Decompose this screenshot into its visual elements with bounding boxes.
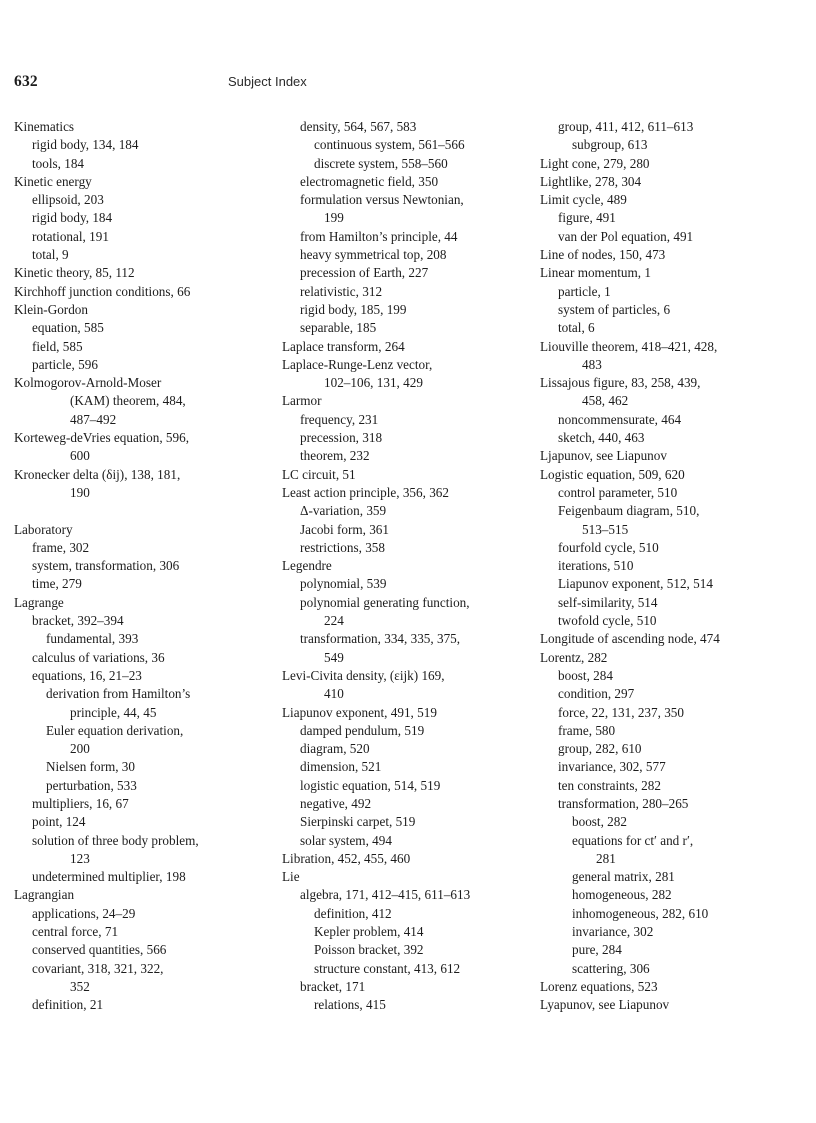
index-subentry: time, 279	[32, 576, 82, 592]
index-subentry: solution of three body problem,	[32, 832, 199, 848]
index-subentry: rotational, 191	[32, 228, 109, 244]
index-subentry: fourfold cycle, 510	[558, 539, 659, 555]
index-subentry: homogeneous, 282	[572, 887, 672, 903]
index-subentry: particle, 1	[558, 283, 611, 299]
index-main-entry: Laplace-Runge-Lenz vector,	[282, 356, 433, 372]
index-subentry: field, 585	[32, 338, 83, 354]
index-subentry: particle, 596	[32, 356, 98, 372]
index-subentry: transformation, 280–265	[558, 795, 689, 811]
page-header	[0, 73, 816, 97]
index-subentry: relations, 415	[314, 997, 386, 1013]
index-subentry: 190	[70, 484, 90, 500]
index-subentry: total, 9	[32, 247, 69, 263]
index-subentry: equation, 585	[32, 320, 104, 336]
index-subentry: (KAM) theorem, 484,	[70, 393, 186, 409]
index-main-entry: Lie	[282, 869, 300, 885]
index-subentry: multipliers, 16, 67	[32, 795, 129, 811]
index-subentry: 224	[324, 613, 344, 629]
index-main-entry: Light cone, 279, 280	[540, 155, 650, 171]
index-subentry: rigid body, 184	[32, 210, 113, 226]
index-subentry: frequency, 231	[300, 411, 379, 427]
index-main-entry: Lorenz equations, 523	[540, 978, 658, 994]
index-main-entry: Kirchhoff junction conditions, 66	[14, 283, 191, 299]
running-head: Subject Index	[228, 74, 307, 89]
index-subentry: 483	[582, 356, 602, 372]
index-main-entry: Laplace transform, 264	[282, 338, 405, 354]
index-subentry: algebra, 171, 412–415, 611–613	[300, 887, 471, 903]
index-subentry: precession, 318	[300, 430, 383, 446]
index-subentry: transformation, 334, 335, 375,	[300, 631, 461, 647]
index-subentry: polynomial, 539	[300, 576, 387, 592]
index-subentry: Sierpinski carpet, 519	[300, 814, 416, 830]
index-subentry: boost, 282	[572, 814, 627, 830]
index-subentry: derivation from Hamilton’s	[46, 686, 191, 702]
index-subentry: equations, 16, 21–23	[32, 667, 142, 683]
index-subentry: scattering, 306	[572, 960, 650, 976]
index-main-entry: Lissajous figure, 83, 258, 439,	[540, 375, 701, 391]
index-subentry: 281	[596, 850, 616, 866]
index-subentry: damped pendulum, 519	[300, 722, 425, 738]
index-subentry: separable, 185	[300, 320, 377, 336]
index-main-entry: Levi-Civita density, (εijk) 169,	[282, 667, 445, 683]
index-subentry: Jacobi form, 361	[300, 521, 389, 537]
index-subentry: electromagnetic field, 350	[300, 173, 439, 189]
index-subentry: fundamental, 393	[46, 631, 139, 647]
index-subentry: inhomogeneous, 282, 610	[572, 905, 709, 921]
index-main-entry: Kinetic theory, 85, 112	[14, 265, 135, 281]
index-subentry: Liapunov exponent, 512, 514	[558, 576, 713, 592]
index-main-entry: Linear momentum, 1	[540, 265, 651, 281]
index-subentry: 102–106, 131, 429	[324, 375, 423, 391]
index-subentry: self-similarity, 514	[558, 594, 658, 610]
index-subentry: dimension, 521	[300, 759, 382, 775]
index-main-entry: Line of nodes, 150, 473	[540, 247, 666, 263]
index-main-entry: Korteweg-deVries equation, 596,	[14, 430, 189, 446]
index-subentry: force, 22, 131, 237, 350	[558, 704, 684, 720]
index-main-entry: Kinetic energy	[14, 173, 92, 189]
index-main-entry: Lorentz, 282	[540, 649, 608, 665]
index-subentry: 410	[324, 686, 344, 702]
index-subentry: undetermined multiplier, 198	[32, 869, 186, 885]
index-subentry: 123	[70, 850, 90, 866]
index-subentry: control parameter, 510	[558, 484, 678, 500]
index-subentry: 487–492	[70, 411, 117, 427]
index-subentry: rigid body, 185, 199	[300, 301, 407, 317]
index-subentry: Feigenbaum diagram, 510,	[558, 503, 700, 519]
index-subentry: definition, 412	[314, 905, 392, 921]
index-subentry: rigid body, 134, 184	[32, 137, 139, 153]
index-main-entry: Laboratory	[14, 521, 73, 537]
index-subentry: bracket, 171	[300, 978, 366, 994]
index-main-entry: Longitude of ascending node, 474	[540, 631, 720, 647]
index-subentry: diagram, 520	[300, 741, 370, 757]
index-main-entry: Ljapunov, see Liapunov	[540, 448, 667, 464]
index-subentry: frame, 580	[558, 722, 616, 738]
index-column-3	[540, 118, 805, 1015]
index-main-entry: Lagrange	[14, 594, 64, 610]
index-subentry: noncommensurate, 464	[558, 411, 682, 427]
index-subentry: tools, 184	[32, 155, 85, 171]
index-subentry: system of particles, 6	[558, 301, 671, 317]
index-subentry: group, 411, 412, 611–613	[558, 119, 694, 134]
index-main-entry: Libration, 452, 455, 460	[282, 850, 411, 866]
page-number: 632	[14, 73, 38, 90]
index-subentry: figure, 491	[558, 210, 616, 226]
index-subentry: system, transformation, 306	[32, 558, 180, 574]
index-subentry: ten constraints, 282	[558, 777, 661, 793]
index-subentry: ellipsoid, 203	[32, 192, 104, 208]
index-main-entry: Liouville theorem, 418–421, 428,	[540, 338, 718, 354]
index-main-entry: Kronecker delta (δij), 138, 181,	[14, 466, 181, 482]
index-subentry: Nielsen form, 30	[46, 759, 135, 775]
index-subentry: structure constant, 413, 612	[314, 960, 461, 976]
index-subentry: 199	[324, 210, 344, 226]
index-subentry: 352	[70, 978, 90, 994]
index-subentry: heavy symmetrical top, 208	[300, 247, 447, 263]
index-main-entry: Liapunov exponent, 491, 519	[282, 704, 437, 720]
index-subentry: total, 6	[558, 320, 595, 336]
index-main-entry: Kolmogorov-Arnold-Moser	[14, 375, 162, 391]
index-subentry: perturbation, 533	[46, 777, 137, 793]
index-subentry: twofold cycle, 510	[558, 613, 657, 629]
index-main-entry: Lagrangian	[14, 887, 75, 903]
index-main-entry: Kinematics	[14, 119, 75, 134]
index-subentry: Euler equation derivation,	[46, 722, 184, 738]
index-subentry: general matrix, 281	[572, 869, 675, 885]
index-subentry: bracket, 392–394	[32, 613, 124, 629]
index-subentry: sketch, 440, 463	[558, 430, 645, 446]
index-subentry: 549	[324, 649, 344, 665]
index-subentry: iterations, 510	[558, 558, 634, 574]
index-main-entry: Klein-Gordon	[14, 301, 88, 317]
index-subentry: covariant, 318, 321, 322,	[32, 960, 164, 976]
index-subentry: invariance, 302	[572, 924, 654, 940]
index-subentry: principle, 44, 45	[70, 704, 157, 720]
index-subentry: Δ-variation, 359	[300, 503, 387, 519]
index-subentry: equations for ct′ and r′,	[572, 832, 694, 848]
index-subentry: conserved quantities, 566	[32, 942, 167, 958]
index-subentry: solar system, 494	[300, 832, 392, 848]
index-main-entry: Least action principle, 356, 362	[282, 484, 449, 500]
index-subentry: invariance, 302, 577	[558, 759, 666, 775]
index-subentry: from Hamilton’s principle, 44	[300, 228, 458, 244]
index-subentry: discrete system, 558–560	[314, 155, 448, 171]
index-main-entry: LC circuit, 51	[282, 466, 356, 482]
index-subentry: group, 282, 610	[558, 741, 642, 757]
index-main-entry: Lyapunov, see Liapunov	[540, 997, 670, 1013]
index-subentry: negative, 492	[300, 795, 372, 811]
index-subentry: calculus of variations, 36	[32, 649, 165, 665]
index-subentry: theorem, 232	[300, 448, 370, 464]
index-subentry: logistic equation, 514, 519	[300, 777, 441, 793]
index-main-entry: Lightlike, 278, 304	[540, 173, 642, 189]
index-subentry: point, 124	[32, 814, 86, 830]
index-subentry: boost, 284	[558, 667, 613, 683]
index-subentry: 513–515	[582, 521, 629, 537]
index-subentry: 200	[70, 741, 90, 757]
index-main-entry: Legendre	[282, 558, 332, 574]
index-subentry: Kepler problem, 414	[314, 924, 424, 940]
index-column-2	[282, 118, 537, 1015]
index-subentry: pure, 284	[572, 942, 622, 958]
index-subentry: condition, 297	[558, 686, 635, 702]
index-subentry: continuous system, 561–566	[314, 137, 465, 153]
index-subentry: central force, 71	[32, 924, 119, 940]
index-subentry: frame, 302	[32, 539, 90, 555]
index-subentry: formulation versus Newtonian,	[300, 192, 464, 208]
index-subentry: subgroup, 613	[572, 137, 648, 153]
index-main-entry: Larmor	[282, 393, 322, 409]
index-subentry: density, 564, 567, 583	[300, 119, 417, 134]
index-subentry: restrictions, 358	[300, 539, 385, 555]
index-subentry: 458, 462	[582, 393, 629, 409]
index-subentry: 600	[70, 448, 90, 464]
index-subentry: Poisson bracket, 392	[314, 942, 424, 958]
index-main-entry: Logistic equation, 509, 620	[540, 466, 685, 482]
index-subentry: polynomial generating function,	[300, 594, 470, 610]
index-subentry: applications, 24–29	[32, 905, 136, 921]
index-column-1	[14, 118, 264, 1015]
index-subentry: definition, 21	[32, 997, 104, 1013]
index-subentry: van der Pol equation, 491	[558, 228, 694, 244]
index-spacer	[14, 502, 264, 520]
index-main-entry: Limit cycle, 489	[540, 192, 627, 208]
index-subentry: precession of Earth, 227	[300, 265, 429, 281]
index-subentry: relativistic, 312	[300, 283, 383, 299]
